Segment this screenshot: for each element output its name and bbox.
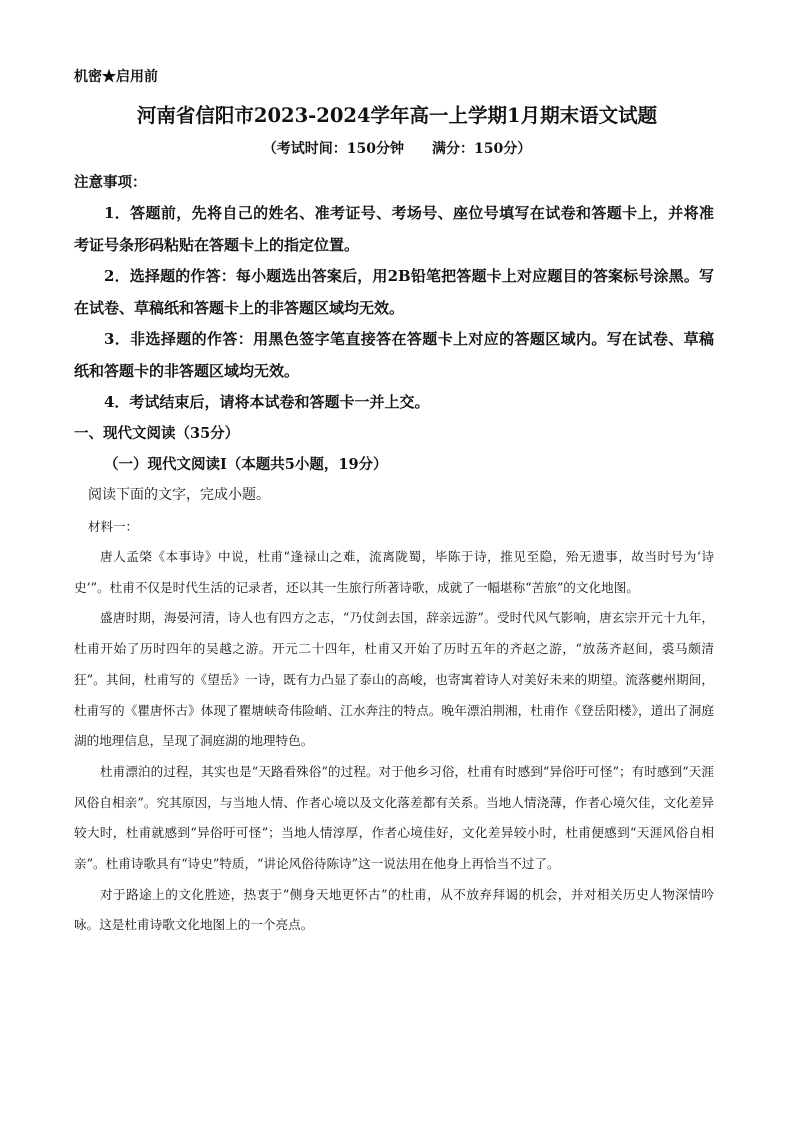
paragraph: 对于路途上的文化胜迹，热衷于“侧身天地更怀古”的杜甫，从不放弃拜谒的机会，并对相关历史人物深情吟咏。这是杜甫诗歌文化地图上的一个亮点。 [74, 886, 714, 933]
notice-item: 1．答题前，先将自己的姓名、准考证号、考场号、座位号填写在试卷和答题卡上，并将准考证号条形码粘贴在答题卡上的指定位置。 [74, 204, 714, 254]
reading-instruction: 阅读下面的文字，完成小题。 [88, 487, 270, 503]
paragraph: 盛唐时期，海晏河清，诗人也有四方之志，“乃仗剑去国，辞亲远游”。受时代风气影响，唐玄宗开元十九年，杜甫开始了历时四年的吴越之游。开元二十四年，杜甫又开始了历时五年的齐赵之游，“放荡齐赵间，裘马颇清狂”。其间，杜甫写的《望岳》一诗，既有力凸显了泰山的高峻，也寄寓着诗人对美好未来的期望。流落夔州期间，杜甫写的《瞿唐怀古》体现了瞿塘峡奇伟险峭、江水奔注的特点。晚年漂泊荆湘，杜甫作《登岳阳楼》，道出了洞庭湖的地理信息，呈现了洞庭湖的地理特色。 [74, 610, 714, 749]
secret-label: 机密★启用前 [74, 69, 158, 85]
section-heading: 一、现代文阅读（35分） [74, 425, 240, 442]
exam-info: （考试时间：150分钟 满分：150分） [262, 141, 532, 157]
section-subheading: （一）现代文阅读Ⅰ（本题共5小题，19分） [104, 456, 388, 473]
notice-item: 2．选择题的作答：每小题选出答案后，用2B铅笔把答题卡上对应题目的答案标号涂黑。写在试卷、草稿纸和答题卡上的非答题区域均无效。 [74, 267, 714, 317]
paragraph: 杜甫漂泊的过程，其实也是“天路看殊俗”的过程。对于他乡习俗，杜甫有时感到“异俗吁可怪”；有时感到“天涯风俗自相亲”。究其原因，与当地人情、作者心境以及文化落差都有关系。当地人情浇薄，作者心境欠佳，文化差异较大时，杜甫就感到“异俗吁可怪”；当地人情淳厚，作者心境佳好，文化差异较小时，杜甫便感到“天涯风俗自相亲”。杜甫诗歌具有“诗史”特质，“讲论风俗待陈诗”这一说法用在他身上再恰当不过了。 [74, 763, 714, 872]
material-label: 材料一： [88, 519, 139, 534]
notice-heading: 注意事项： [74, 174, 147, 191]
paragraph: 唐人孟棨《本事诗》中说，杜甫“逢禄山之难，流离陇蜀，毕陈于诗，推见至隐，殆无遗事，故当时号为‘诗史’”。杜甫不仅是时代生活的记录者，还以其一生旅行所著诗歌，成就了一幅堪称“苦旅”的文化地图。 [74, 549, 714, 595]
page-title: 河南省信阳市2023-2024学年高一上学期1月期末语文试题 [136, 104, 658, 127]
notice-item: 3．非选择题的作答：用黑色签字笔直接答在答题卡上对应的答题区域内。写在试卷、草稿纸和答题卡的非答题区域均无效。 [74, 330, 714, 380]
notice-item: 4．考试结束后，请将本试卷和答题卡一并上交。 [104, 393, 430, 411]
material-text [74, 542, 714, 941]
notice-list [74, 198, 714, 419]
